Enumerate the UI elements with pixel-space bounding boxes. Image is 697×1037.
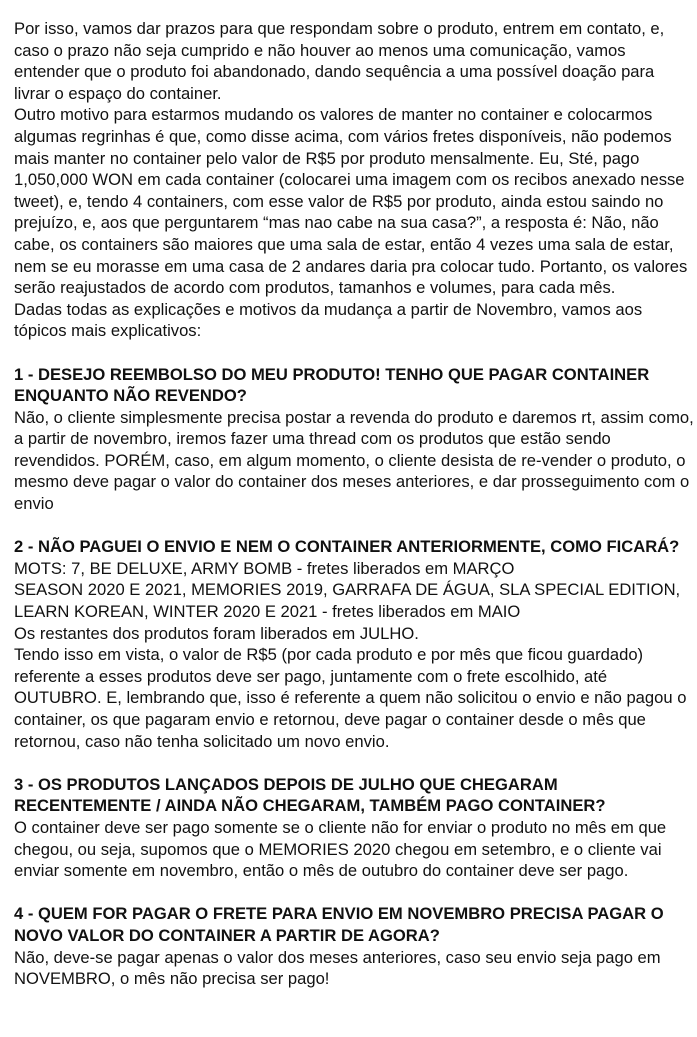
spacer <box>14 515 694 537</box>
section-body: Não, o cliente simplesmente precisa postar a revenda do produto e daremos rt, assim como, a partir de novembro, iremos fazer uma thread com os produtos que estão sendo revendidos. PORÉM, caso, em algum momento, o cliente desista de re-vender o produto, o mesmo deve pagar o valor do container dos meses anteriores, e dar prosseguimento com o envio <box>14 407 694 514</box>
intro-paragraph: Dadas todas as explicações e motivos da mudança a partir de Novembro, vamos aos tópicos mais explicativos: <box>14 299 643 341</box>
section-heading: 2 - NÃO PAGUEI O ENVIO E NEM O CONTAINER ANTERIORMENTE, COMO FICARÁ? <box>14 537 680 557</box>
section-heading: 3 - OS PRODUTOS LANÇADOS DEPOIS DE JULHO QUE CHEGARAM RECENTEMENTE / AINDA NÃO CHEGARAM, TAMBÉM PAGO CONTAINER? <box>14 774 606 816</box>
spacer <box>14 752 694 774</box>
spacer <box>14 882 694 904</box>
spacer <box>14 342 694 364</box>
section-body: O container deve ser pago somente se o cliente não for enviar o produto no mês em que chegou, ou seja, supomos que o MEMORIES 2020 chegou em setembro, e o cliente vai enviar somente em novembro, então o mês de outubro do container deve ser pago. <box>14 817 667 881</box>
section-body: MOTS: 7, BE DELUXE, ARMY BOMB - fretes liberados em MARÇO SEASON 2020 E 2021, MEMORIES 2019, GARRAFA DE ÁGUA, SLA SPECIAL EDITION, LEARN KOREAN, WINTER 2020 E 2021 - fretes liberados em MAIO Os restantes dos produtos foram liberados em JULHO. Tendo isso em vista, o valor de R$5 (por cada produto e por mês que ficou guardado) referente a esses produtos deve ser pago, juntamente com o frete escolhido, até OUTUBRO. E, lembrando que, isso é referente a quem não solicitou o envio e não pagou o container, os que pagaram envio e retornou, deve pagar o container desde o mês que retornou, caso não tenha solicitado um novo envio. <box>14 558 687 751</box>
section-body: Não, deve-se pagar apenas o valor dos meses anteriores, caso seu envio seja pago em NOVEMBRO, o mês não precisa ser pago! <box>14 947 661 989</box>
document-page <box>14 18 694 990</box>
intro-paragraph: Outro motivo para estarmos mudando os valores de manter no container e colocarmos algumas regrinhas é que, como disse acima, com vários fretes disponíveis, não podemos mais manter no container pelo valor de R$5 por produto mensalmente. Eu, Sté, pago 1,050,000 WON em cada container (colocarei uma imagem com os recibos anexado nesse tweet), e, tendo 4 containers, com esse valor de R$5 por produto, ainda estou saindo no prejuízo, e, aos que perguntarem “mas nao cabe na sua casa?”, a resposta é: Não, não cabe, os containers são maiores que uma sala de estar, então 4 vezes uma sala de estar, nem se eu morasse em uma casa de 2 andares daria pra colocar tudo. Portanto, os valores serão reajustados de acordo com produtos, tamanhos e volumes, para cada mês. <box>14 105 688 298</box>
section-heading: 1 - DESEJO REEMBOLSO DO MEU PRODUTO! TENHO QUE PAGAR CONTAINER ENQUANTO NÃO REVENDO? <box>14 364 650 406</box>
intro-paragraph: Por isso, vamos dar prazos para que respondam sobre o produto, entrem em contato, e, caso o prazo não seja cumprido e não houver ao menos uma comunicação, vamos entender que o produto foi abandonado, dando sequência a uma possível doação para livrar o espaço do container. <box>14 19 665 103</box>
section-heading: 4 - QUEM FOR PAGAR O FRETE PARA ENVIO EM NOVEMBRO PRECISA PAGAR O NOVO VALOR DO CONTAINER A PARTIR DE AGORA? <box>14 904 664 945</box>
